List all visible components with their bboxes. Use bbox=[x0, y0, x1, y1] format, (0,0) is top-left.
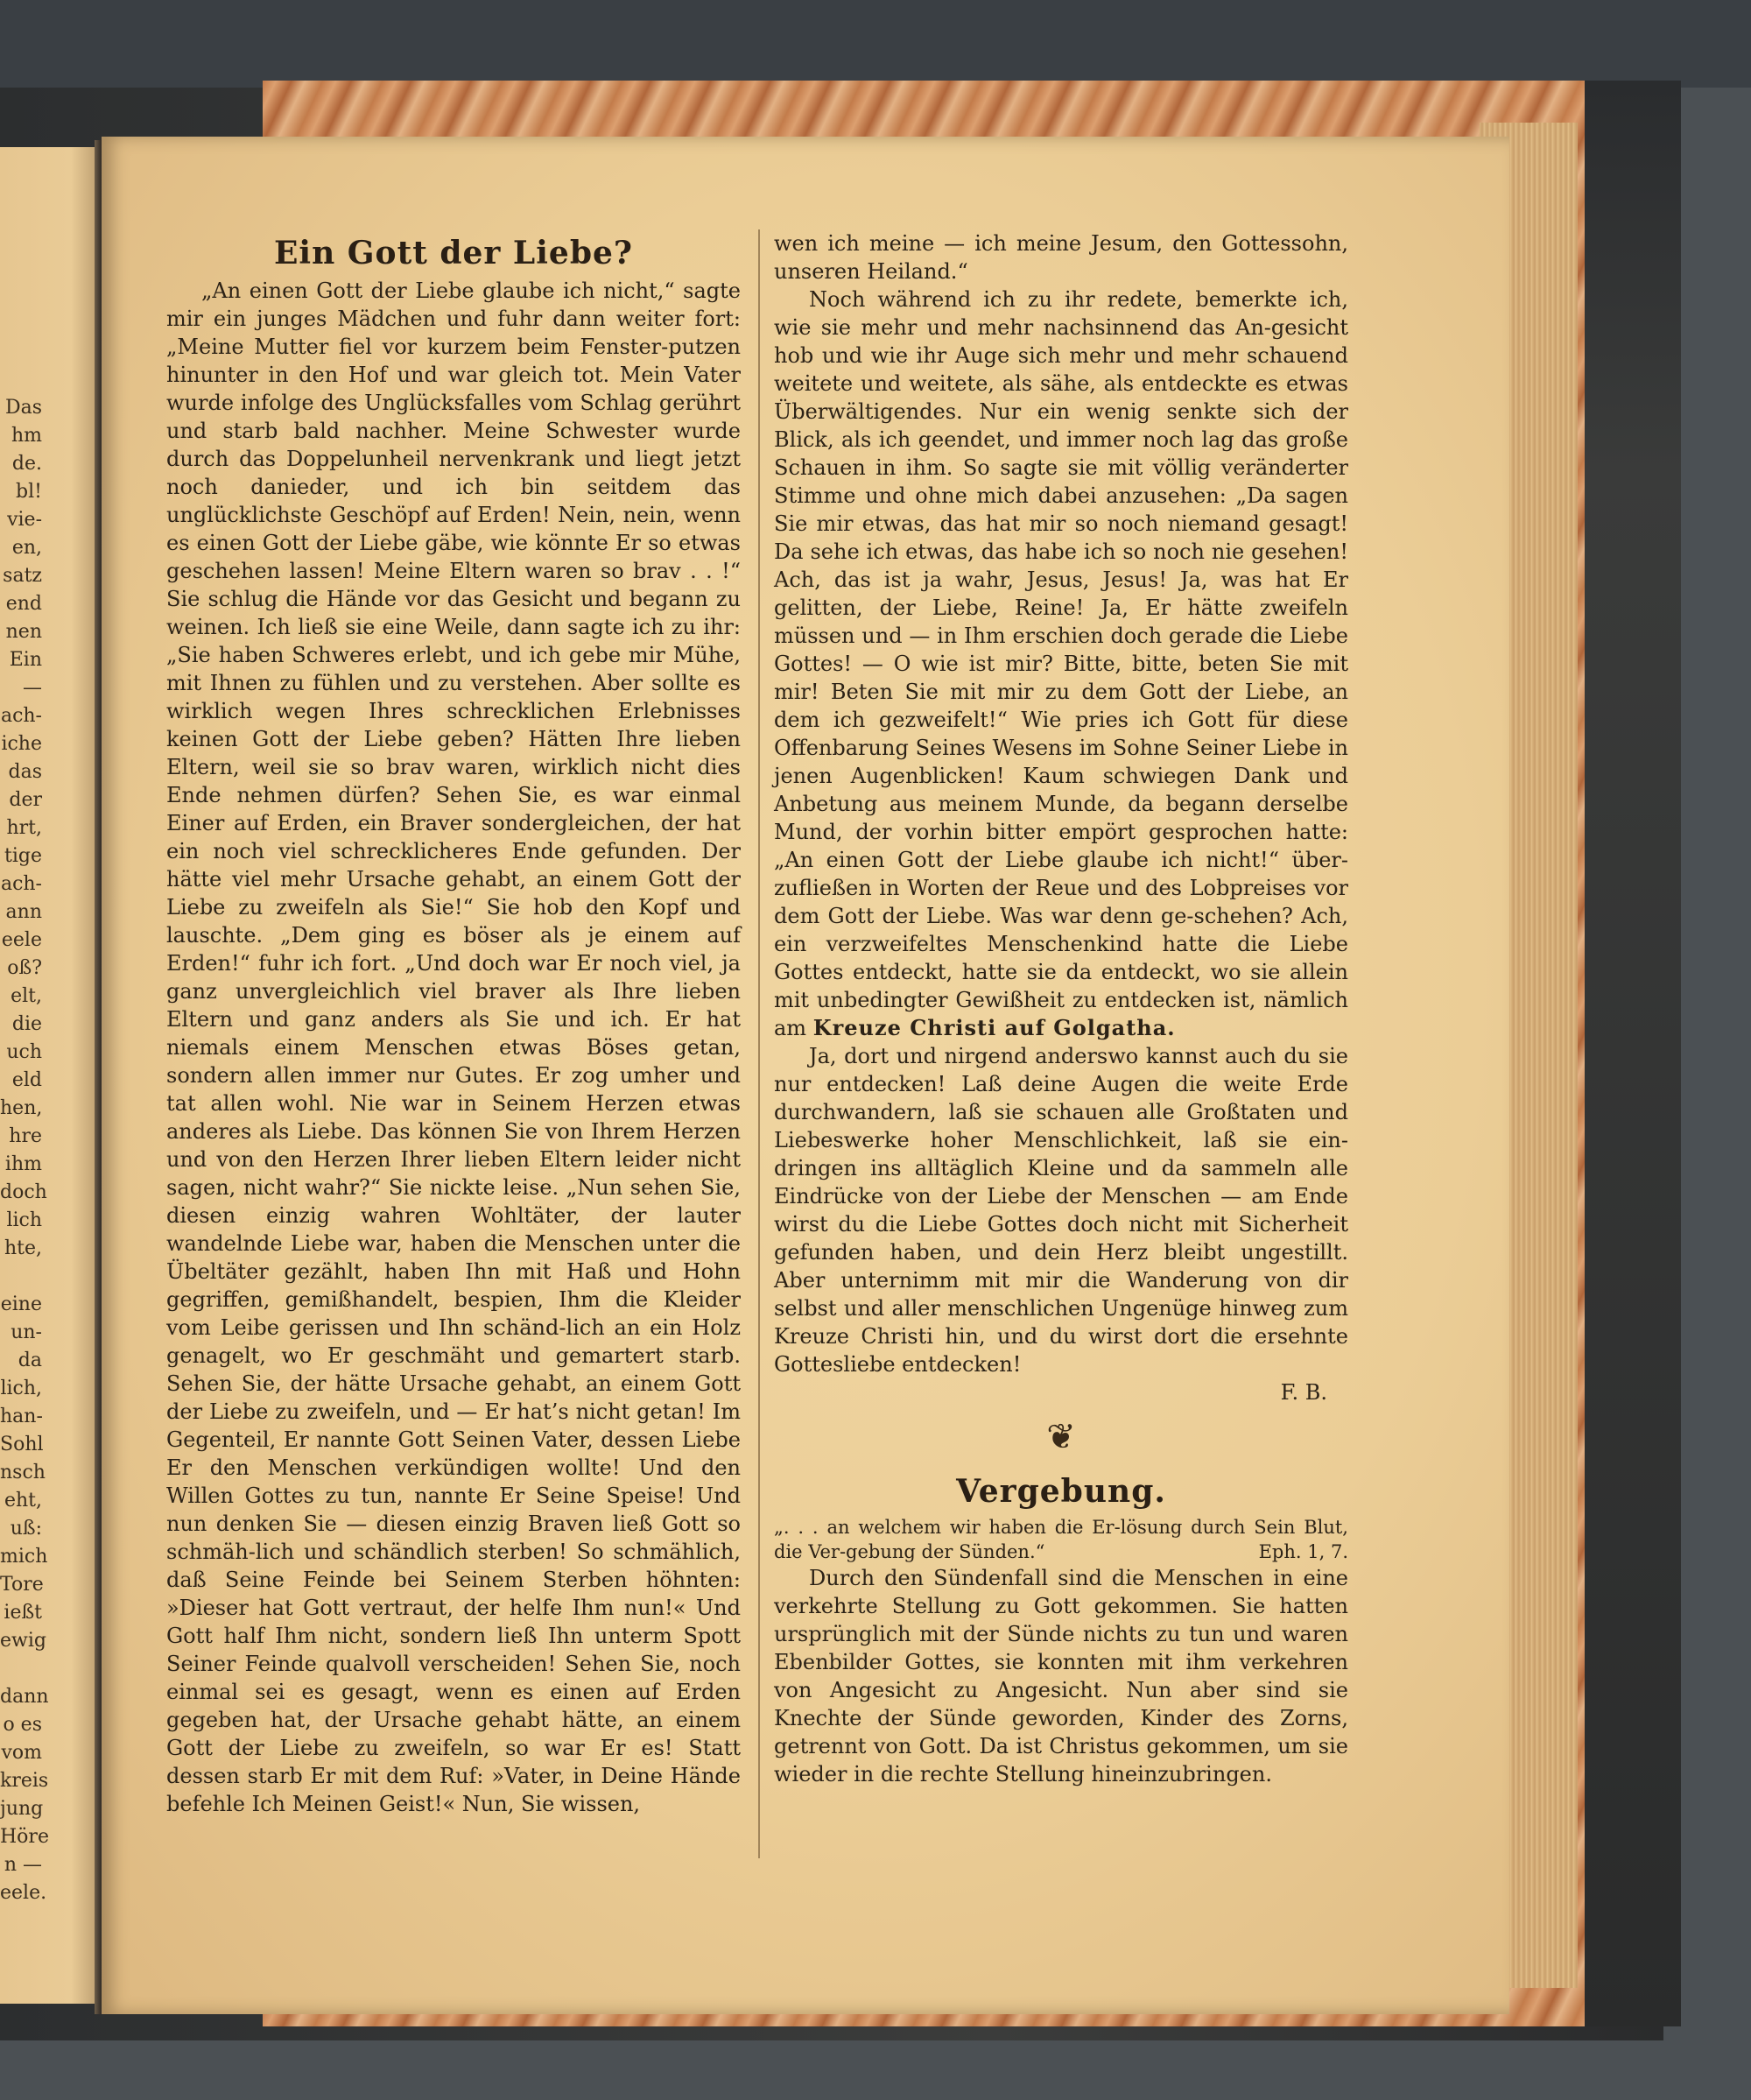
article-paragraph-final: Ja, dort und nirgend anderswo kannst auch du sie nur entdecken! Laß deine Augen die weite Erde durchwandern, laß sie schauen alle Großtaten und Liebeswerke hoher Menschlichkeit, laß sie ein-dringen ins alltäglich Kleine und da sammeln alle Eindrücke von der Liebe der Menschen — am Ende wirst du die Liebe Gottes doch nicht mit Sicherheit gefunden haben, und dein Herz bleibt ungestillt. Aber unternimm mit mir die Wanderung von dir selbst und aller menschlichen Ungenüge hinweg zum Kreuze Christi hin, und du wirst dort die ersehnte Gottesliebe entdecken! bbox=[774, 1044, 1348, 1377]
left-page-fragment bbox=[0, 147, 102, 2004]
margin-fragment: jung bbox=[0, 1798, 44, 1820]
margin-fragment: ießt bbox=[4, 1602, 42, 1624]
epigraph-text: „. . . an welchem wir haben die Er-lösung durch Sein Blut, die Ver-gebung der Sünden.“ bbox=[774, 1517, 1348, 1562]
margin-fragment bbox=[0, 1655, 42, 1683]
cover-corner bbox=[1585, 81, 1681, 2026]
margin-fragment bbox=[0, 1263, 42, 1291]
margin-fragment: der bbox=[9, 789, 42, 811]
margin-fragment: un- bbox=[11, 1321, 42, 1343]
article-continuation: wen ich meine — ich meine Jesum, den Gottessohn, unseren Heiland.“ bbox=[774, 231, 1348, 284]
right-column bbox=[774, 229, 1348, 1788]
margin-fragment: satz bbox=[3, 565, 42, 587]
margin-fragment: nen bbox=[5, 621, 42, 643]
margin-fragment: Sohl bbox=[0, 1434, 44, 1455]
article2-title: Vergebung. bbox=[956, 1473, 1166, 1510]
epigraph bbox=[774, 1515, 1348, 1564]
margin-fragment: hen, bbox=[0, 1097, 43, 1119]
margin-fragment: lich bbox=[6, 1209, 42, 1231]
margin-fragment: nsch bbox=[0, 1462, 46, 1483]
article2-body: Durch den Sündenfall sind die Menschen in eine verkehrte Stellung zu Gott gekommen. Sie hatten ursprünglich mit der Sünde nichts zu tun und waren Ebenbilder Gottes, sie konnten mit ihm verkehren von Angesicht zu Angesicht. Nun aber sind sie Knechte der Sünde geworden, Kinder des Zorns, getrennt von Gott. Da ist Christus gekommen, um sie wieder in die rechte Stellung hineinzubringen. bbox=[774, 1566, 1348, 1786]
margin-fragment: en, bbox=[11, 537, 42, 559]
margin-fragment: vie- bbox=[7, 509, 42, 531]
margin-fragment: hm bbox=[11, 425, 42, 447]
margin-fragment: kreis bbox=[0, 1770, 49, 1792]
margin-fragment: Höre bbox=[0, 1826, 49, 1848]
margin-fragment: da bbox=[18, 1349, 42, 1371]
margin-fragment: oß? bbox=[7, 957, 42, 979]
margin-fragment: ach- bbox=[0, 873, 42, 895]
margin-fragment: hrt, bbox=[6, 817, 42, 839]
paragraph-text: Noch während ich zu ihr redete, bemerkte ich, wie sie mehr und mehr nachsinnend das An-gesicht hob und wie ihr Auge sich mehr und mehr schauend weitete und weitete, als sähe, als entdeckte es etwas Überwältigendes. Nur ein wenig senkte sich der Blick, als ich geendet, und immer noch lag das große Schauen in ihm. So sagte sie mit völlig veränderter Stimme und ohne mich dabei anzusehen: „Da sagen Sie mir etwas, das hat mir so noch niemand gesagt! Da sehe ich etwas, das habe ich so noch nie gesehen! Ach, das ist ja wahr, Jesus, Jesus! Ja, was hat Er gelitten, der Liebe, Reine! Ja, Er hätte zweifeln müssen und — in Ihm erschien doch gerade die Liebe Gottes! — O wie ist mir? Bitte, bitte, beten Sie mit mir! Beten Sie mit mir zu dem Gott der Liebe, an dem ich gezweifelt!“ Wie pries ich Gott für diese Offenbarung Seines Wesens im Sohne Seiner Liebe in jenen Augenblicken! Kaum schwiegen Dank und Anbetung aus meinem Munde, da begann derselbe Mund, der vorhin bitter empört gesprochen hatte: „An einen Gott der Liebe glaube ich nicht!“ über-zufließen in Worten der Reue und des Lobpreises vor dem Gott der Liebe. Was war denn ge-schehen? Ach, ein verzweifeltes Menschenkind hatte die Liebe Gottes entdeckt, hatte sie da entdeckt, wo sie allein mit unbedingter Gewißheit zu entdecken ist, nämlich am bbox=[774, 287, 1348, 1040]
margin-fragment: o es bbox=[3, 1714, 42, 1736]
margin-fragment: dann bbox=[0, 1686, 49, 1708]
margin-fragment: eine bbox=[0, 1293, 42, 1315]
margin-fragment: lich, bbox=[0, 1378, 42, 1399]
margin-fragment: — bbox=[23, 677, 42, 699]
margin-fragment: Das bbox=[4, 397, 42, 419]
margin-fragment: han- bbox=[0, 1406, 43, 1427]
author-signature: F. B. bbox=[1280, 1380, 1327, 1405]
margin-fragment: iche bbox=[1, 733, 42, 755]
margin-fragment: eld bbox=[11, 1069, 42, 1091]
epigraph-reference: Eph. 1, 7. bbox=[1258, 1541, 1348, 1562]
margin-fragment: bl! bbox=[16, 481, 42, 503]
column-rule bbox=[758, 229, 760, 1858]
margin-fragment: die bbox=[11, 1013, 42, 1035]
left-margin-text bbox=[0, 394, 49, 1907]
background bbox=[0, 0, 1751, 88]
margin-fragment: ihm bbox=[4, 1153, 42, 1175]
margin-fragment: Tore bbox=[0, 1574, 44, 1596]
margin-fragment: uß: bbox=[10, 1518, 42, 1540]
article-body: „An einen Gott der Liebe glaube ich nicht,“ sagte mir ein junges Mädchen und fuhr dann weiter fort: „Meine Mutter fiel vor kurzem beim Fenster-putzen hinunter in den Hof und war gleich tot. Mein Vater wurde infolge des Unglücksfalles vom Schlag gerührt und starb bald nachher. Meine Schwester wurde durch das Doppelunheil nervenkrank und liegt jetzt noch danieder, und ich bin seitdem das unglücklichste Geschöpf auf Erden! Nein, nein, wenn es einen Gott der Liebe gäbe, wie könnte Er so etwas geschehen lassen! Meine Eltern waren so brav . . !“ Sie schlug die Hände vor das Gesicht und begann zu weinen. Ich ließ sie eine Weile, dann sagte ich zu ihr: „Sie haben Schweres erlebt, und ich gebe mir Mühe, mit Ihnen zu fühlen und zu verstehen. Aber sollte es wirklich wegen Ihres schrecklichen Erlebnisses keinen Gott der Liebe geben? Hätten Ihre lieben Eltern, weil sie so brav waren, wirklich nicht dies Ende nehmen dürfen? Sehen Sie, es war einmal Einer auf Erden, ein Braver sondergleichen, der hat ein noch viel schrecklicheres Ende gefunden. Der hätte viel mehr Ursache gehabt, an einem Gott der Liebe zu zweifeln als Sie!“ Sie hob den Kopf und lauschte. „Dem ging es böser als je einem auf Erden!“ fuhr ich fort. „Und doch war Er noch viel, ja ganz unvergleichlich viel braver als Ihre lieben Eltern und ganz anders als Sie und ich. Er hat niemals einem Menschen etwas Böses getan, sondern allen immer nur Gutes. Er zog umher und tat allen wohl. Nie war in Seinem Herzen etwas anderes als Liebe. Das können Sie von Ihrem Herzen und von den Herzen Ihrer lieben Eltern leider nicht sagen, nicht wahr?“ Sie nickte leise. „Nun sehen Sie, diesen einzig wahren Wohltäter, der lauter wandelnde Liebe war, haben die Menschen unter die Übeltäter gezählt, haben Ihn mit Haß und Hohn gegriffen, gemißhandelt, bespien, Ihm die Kleider vom Leibe gerissen und Ihn schänd-lich an ein Holz genagelt, wo Er geschmäht und gemartert starb. Sehen Sie, der hätte Ursache gehabt, an einem Gott der Liebe zu zweifeln, und — Er hat’s nicht getan! Im Gegenteil, Er nannte Gott Seinen Vater, dessen Liebe Er den Menschen verkündigen wollte! Und den Willen Gottes zu tun, nannte Er Seine Speise! Und nun denken Sie — diesen einzig Braven ließ Gott so schmäh-lich und schändlich sterben! So schmählich, daß Seine Feinde bei Seinem Sterben höhnten: »Dieser hat Gott vertraut, der helfe Ihm nun!« Und Gott half Ihm nicht, sondern ließ Ihn unterm Spott Seiner Feinde qualvoll verscheiden! Sehen Sie, noch einmal sei es gesagt, wenn es einen auf Erden gegeben hat, der Ursache gehabt hätte, an einem Gott der Liebe zu zweifeln, so war Er es! Statt dessen starb Er mit dem Ruf: »Vater, in Deine Hände befehle Ich Meinen Geist!« Nun, Sie wissen, bbox=[166, 278, 741, 1816]
left-column bbox=[166, 229, 741, 1818]
margin-fragment: eht, bbox=[4, 1490, 42, 1512]
margin-fragment: hre bbox=[9, 1125, 42, 1147]
margin-fragment: tige bbox=[4, 845, 42, 867]
margin-fragment: ach- bbox=[0, 705, 42, 727]
margin-fragment: eele bbox=[1, 929, 42, 951]
margin-fragment: hte, bbox=[4, 1237, 42, 1259]
margin-fragment: mich bbox=[0, 1546, 48, 1568]
margin-fragment: doch bbox=[0, 1181, 47, 1203]
margin-fragment: elt, bbox=[11, 985, 42, 1007]
margin-fragment: de. bbox=[11, 453, 42, 475]
ornament-icon: ❦ bbox=[1046, 1417, 1076, 1457]
article-title: Ein Gott der Liebe? bbox=[273, 235, 633, 271]
emphasis-text: Kreuze Christi auf Golgatha. bbox=[812, 1015, 1176, 1040]
margin-fragment: eele. bbox=[0, 1882, 47, 1904]
margin-fragment: Ein bbox=[9, 649, 42, 671]
margin-fragment: das bbox=[8, 761, 42, 783]
article-paragraph bbox=[774, 285, 1348, 1042]
margin-fragment: vom bbox=[1, 1742, 42, 1764]
margin-fragment: uch bbox=[6, 1041, 42, 1063]
margin-fragment: ewig bbox=[0, 1630, 46, 1652]
margin-fragment: end bbox=[5, 593, 42, 615]
margin-fragment: n — bbox=[4, 1854, 42, 1876]
margin-fragment: ann bbox=[5, 901, 42, 923]
